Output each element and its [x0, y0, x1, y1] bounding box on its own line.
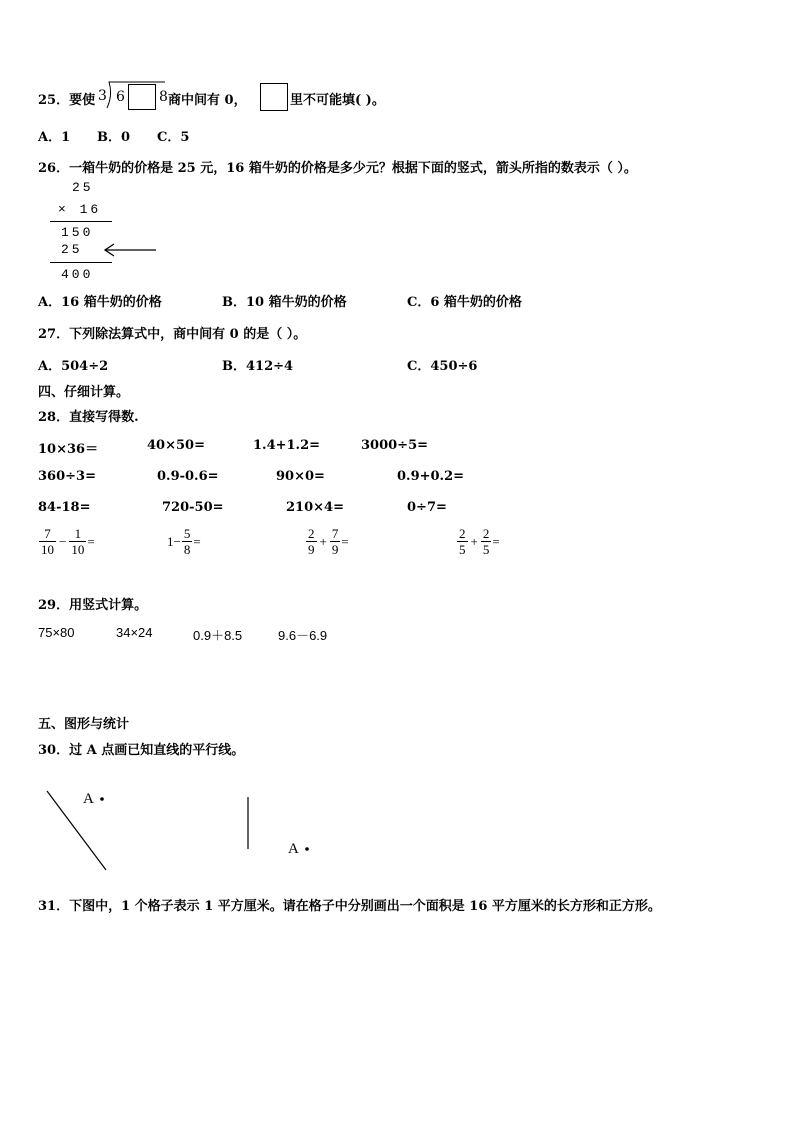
q26-option-b[interactable]: B．10 箱牛奶的价格	[222, 295, 347, 310]
calc-item: 84-18=	[38, 500, 91, 515]
vertical-calc-item: 34×24	[116, 625, 153, 640]
q26-row-product: 400	[61, 267, 94, 282]
q26-row-multiplicand: 25	[72, 180, 94, 195]
fraction-expression	[167, 526, 201, 557]
fraction-expression	[305, 526, 349, 557]
denominator: 5	[482, 542, 490, 557]
equals-sign: =	[492, 533, 500, 549]
denominator: 9	[308, 542, 315, 557]
calc-item: 210×4=	[286, 500, 344, 515]
q29-title: 29．用竖式计算。	[38, 598, 148, 613]
q25-answer-box[interactable]	[260, 83, 288, 111]
q26-option-a[interactable]: A．16 箱牛奶的价格	[38, 295, 162, 310]
equals-sign: =	[193, 533, 201, 549]
q26-row-multiplier: × 16	[58, 202, 102, 217]
numerator: 5	[183, 526, 191, 541]
q28-title: 28．直接写得数.	[38, 410, 139, 425]
denominator: 8	[183, 542, 191, 557]
fraction-expression	[456, 526, 500, 557]
arrow-left-icon	[100, 242, 160, 258]
q25-dividend-a: 6	[116, 89, 125, 105]
calc-item: 1.4+1.2=	[253, 438, 321, 453]
operator: −	[59, 533, 67, 549]
point-a-dot	[305, 847, 309, 851]
q25-blank-box[interactable]	[128, 84, 156, 110]
q26-question: 26．一箱牛奶的价格是 25 元，16 箱牛奶的价格是多少元？根据下面的竖式，箭头所指的数表示（ ）。	[38, 161, 637, 176]
leading-term: 1−	[167, 533, 181, 549]
operator: +	[470, 533, 478, 549]
numerator: 7	[44, 526, 51, 541]
denominator: 9	[331, 542, 339, 557]
calc-item: 3000÷5=	[361, 438, 429, 453]
vertical-calc-item: 9.6－6.9	[278, 628, 328, 643]
section-heading-4: 四、仔细计算。	[38, 385, 130, 400]
equals-sign: =	[341, 533, 349, 549]
q26-rule-1	[50, 221, 112, 222]
calc-item: 0.9-0.6=	[157, 469, 219, 484]
point-a-label: A	[288, 841, 299, 857]
calc-item: 0÷7=	[407, 500, 447, 515]
numerator: 2	[308, 526, 315, 541]
section-heading-5: 五、图形与统计	[38, 717, 130, 732]
point-a-label: A	[83, 791, 94, 807]
q25-option-c[interactable]: C．5	[157, 130, 190, 145]
q26-row-partial-1: 150	[61, 225, 94, 240]
calc-item: 40×50=	[147, 438, 205, 453]
denominator: 10	[41, 542, 54, 557]
q25-dividend-b: 8	[159, 89, 168, 105]
q30-title: 30．过 A 点画已知直线的平行线。	[38, 743, 245, 758]
diagonal-line	[47, 791, 106, 870]
q26-rule-2	[50, 262, 112, 263]
operator: +	[319, 533, 327, 549]
fraction-expression	[38, 526, 95, 557]
point-a-dot	[100, 797, 104, 801]
q25-suffix: 里不可能填( )。	[290, 93, 385, 108]
q25-divisor: 3	[98, 88, 107, 104]
q26-option-c[interactable]: C．6 箱牛奶的价格	[407, 295, 522, 310]
calc-item: 90×0=	[276, 469, 325, 484]
numerator: 1	[74, 526, 82, 541]
equals-sign: =	[87, 533, 95, 549]
numerator: 2	[459, 526, 466, 541]
numerator: 7	[331, 526, 339, 541]
denominator: 10	[71, 542, 85, 557]
calc-item: 10×36＝	[38, 442, 99, 457]
q25-prefix: 25．要使	[38, 93, 96, 108]
vertical-calc-item: 0.9＋8.5	[193, 628, 243, 643]
q27-option-c[interactable]: C．450÷6	[407, 359, 478, 374]
calc-item: 360÷3=	[38, 469, 96, 484]
denominator: 5	[459, 542, 466, 557]
q27-question: 27．下列除法算式中，商中间有 0 的是（ ）。	[38, 327, 307, 342]
q27-option-b[interactable]: B．412÷4	[222, 359, 294, 374]
q26-row-partial-2: 25	[61, 242, 83, 257]
calc-item: 720-50=	[162, 500, 224, 515]
q31-title: 31．下图中，1 个格子表示 1 平方厘米。请在格子中分别画出一个面积是 16 平方厘米的长方形和正方形。	[38, 899, 661, 914]
q25-option-b[interactable]: B．0	[97, 130, 131, 145]
q27-option-a[interactable]: A．504÷2	[38, 359, 109, 374]
calc-item: 0.9+0.2=	[397, 469, 465, 484]
vertical-calc-item: 75×80	[38, 625, 75, 640]
numerator: 2	[482, 526, 490, 541]
q25-option-a[interactable]: A．1	[38, 130, 71, 145]
q25-middle: 商中间有 0，	[168, 93, 247, 108]
